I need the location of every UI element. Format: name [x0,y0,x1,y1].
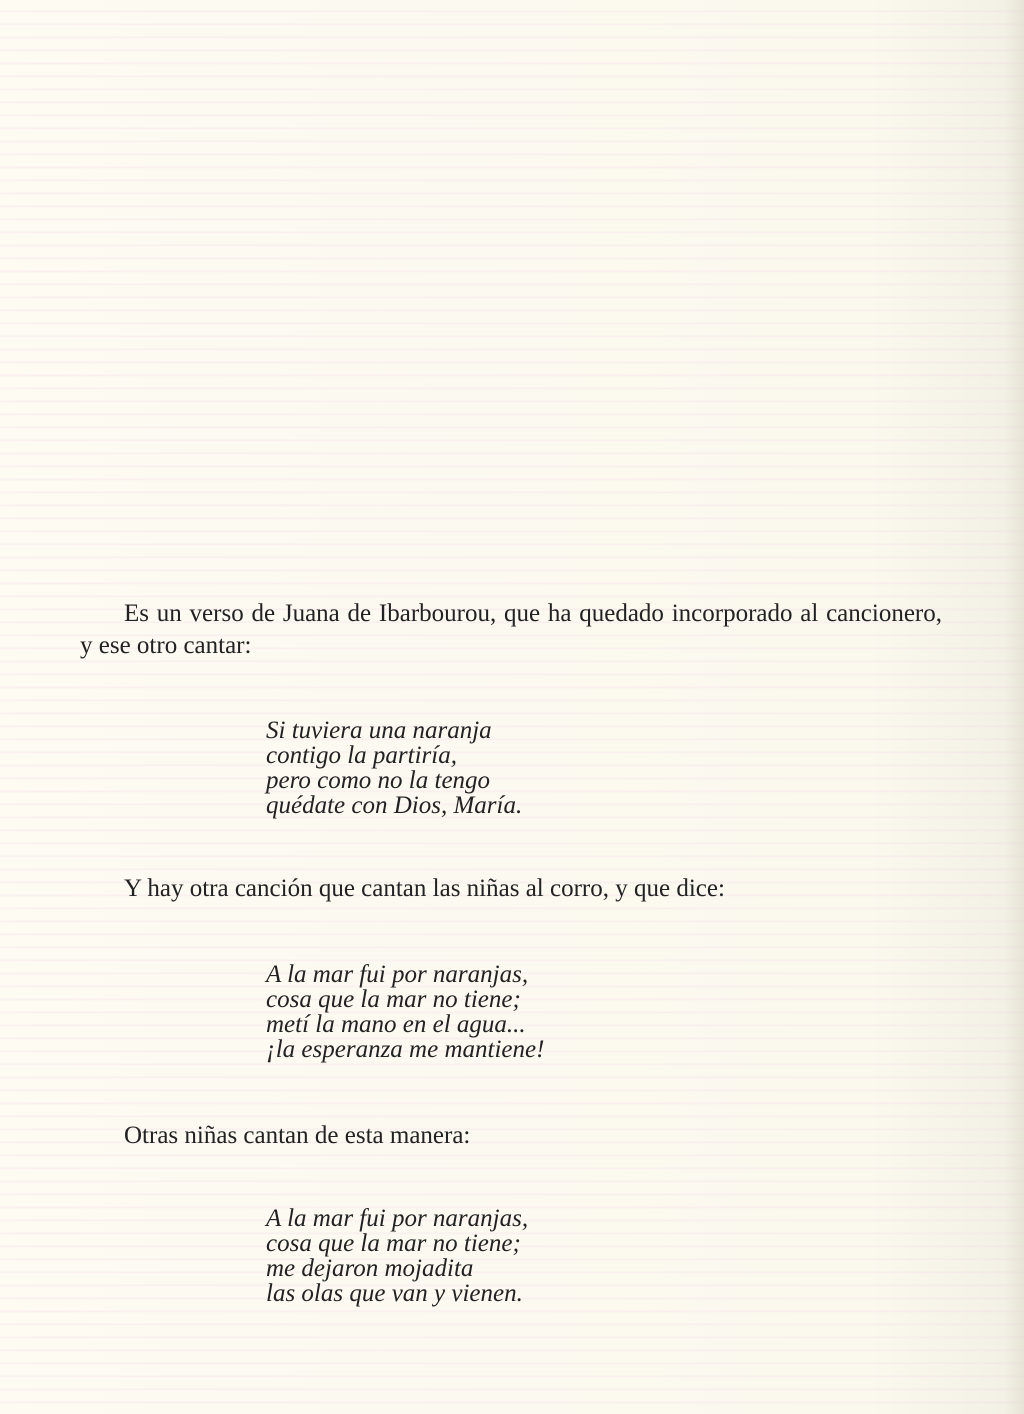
paragraph-2: Y hay otra canción que cantan las niñas al corro, y que dice: [124,875,725,902]
verse-3-line: las olas que van y vienen. [266,1280,523,1307]
paragraph-2-block [80,873,942,905]
intro-paragraph: Es un verso de Juana de Ibarbourou, que ha quedado incorporado al cancionero, y ese otro cantar: [80,600,942,659]
page-edge-shadow [1004,0,1024,1414]
verse-2-line: A la mar fui por naranjas, [266,961,529,988]
paragraph-3-block [80,1120,942,1152]
verse-2-line: cosa que la mar no tiene; [266,986,521,1013]
verse-1-line: contigo la partiría, [266,742,457,769]
intro-paragraph-block [80,598,942,662]
verse-3-line: A la mar fui por naranjas, [266,1205,529,1232]
verse-1-line: pero como no la tengo [266,767,491,794]
verse-1-line: quédate con Dios, María. [266,792,523,819]
verse-2-line: ¡la esperanza me mantiene! [266,1036,545,1063]
verse-2 [266,962,544,1062]
verse-3-line: cosa que la mar no tiene; [266,1230,521,1257]
verse-3-line: me dejaron mojadita [266,1255,474,1282]
verse-1 [266,718,522,818]
verse-2-line: metí la mano en el agua... [266,1011,526,1038]
verse-3 [266,1206,528,1306]
paragraph-3: Otras niñas cantan de esta manera: [124,1122,471,1149]
verse-1-line: Si tuviera una naranja [266,717,492,744]
